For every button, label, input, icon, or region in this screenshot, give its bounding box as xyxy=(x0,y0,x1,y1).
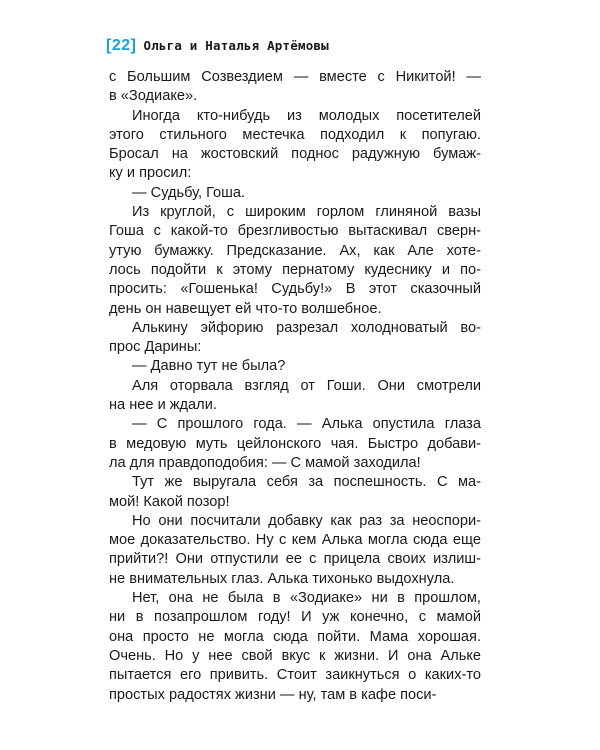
running-head: Ольга и Наталья Артёмовы xyxy=(143,38,329,53)
paragraph xyxy=(109,473,481,512)
text-line: пытается его привить. Стоит заикнуться о каких-то xyxy=(109,667,481,684)
text-line: утую бумажку. Предсказание. Ах, как Але хоте- xyxy=(109,242,481,259)
text-line: Гоша с какой-то брезгливостью вытаскивал сверн- xyxy=(109,223,481,240)
paragraph xyxy=(109,589,481,705)
text-line: мой! Какой позор! xyxy=(109,493,230,510)
paragraph xyxy=(109,512,481,589)
text-line: Нет, она не была в «Зодиаке» ни в прошлом, xyxy=(132,590,481,607)
text-body xyxy=(109,68,481,705)
text-line: прийти?! Они отпустили ее с прицела своих излиш- xyxy=(109,551,481,568)
text-line: мое доказательство. Ну с кем Алька могла сюда еще xyxy=(109,532,481,549)
text-line: — Давно тут не была? xyxy=(132,358,286,375)
text-line: с Большим Созвездием — вместе с Никитой! — xyxy=(109,69,481,85)
text-line: Иногда кто-нибудь из молодых посетителей xyxy=(132,107,481,124)
page-header xyxy=(106,37,329,55)
text-line: Бросал на жостовский поднос радужную бумаж- xyxy=(109,146,481,163)
text-line: Из круглой, с широким горлом глиняной вазы xyxy=(132,204,481,221)
text-line: Тут же выругала себя за поспешность. С ма- xyxy=(132,474,481,491)
text-line: простых радостях жизни — ну, там в кафе поси- xyxy=(109,686,437,703)
text-line: в «Зодиаке». xyxy=(109,88,198,105)
paragraph xyxy=(109,319,481,358)
text-line: в медовую муть цейлонского чая. Быстро добави- xyxy=(109,435,481,452)
text-line: ни в позапрошлом году! И уж конечно, с мамой xyxy=(109,609,481,626)
paragraph xyxy=(109,68,481,107)
text-line: не внимательных глаз. Алька тихонько выдохнула. xyxy=(109,570,455,587)
paragraph xyxy=(109,107,481,184)
text-line: — С прошлого года. — Алька опустила глаза xyxy=(132,416,481,433)
paragraph xyxy=(109,357,481,376)
text-line: Очень. Но у нее свой вкус к жизни. И она Альке xyxy=(109,647,481,664)
text-line: Но они посчитали добавку как раз за неоспори- xyxy=(132,512,481,529)
paragraph xyxy=(109,415,481,473)
text-line: она просто не могла сюда пойти. Мама хорошая. xyxy=(109,628,481,645)
text-line: — Судьбу, Гоша. xyxy=(132,184,246,201)
paragraph xyxy=(109,203,481,319)
text-line: лось подойти к этому пернатому кудеснику и по- xyxy=(109,261,481,278)
text-line: ку и просил: xyxy=(109,165,192,182)
text-line: прос Дарины: xyxy=(109,339,202,356)
text-line: этого стильного местечка подходил к попугаю. xyxy=(109,126,481,143)
text-line: просить: «Гошенька! Судьбу!» В этот сказочный xyxy=(109,281,481,298)
text-line: Алькину эйфорию разрезал холодноватый во- xyxy=(132,319,481,336)
paragraph xyxy=(109,184,481,203)
text-line: день он навещует ей что-то волшебное. xyxy=(109,300,382,317)
page-number: [22] xyxy=(106,37,137,54)
text-line: ла для правдоподобия: — С мамой заходила! xyxy=(109,454,421,471)
paragraph xyxy=(109,377,481,416)
text-line: Аля оторвала взгляд от Гоши. Они смотрели xyxy=(132,377,481,394)
text-line: на нее и ждали. xyxy=(109,397,217,414)
